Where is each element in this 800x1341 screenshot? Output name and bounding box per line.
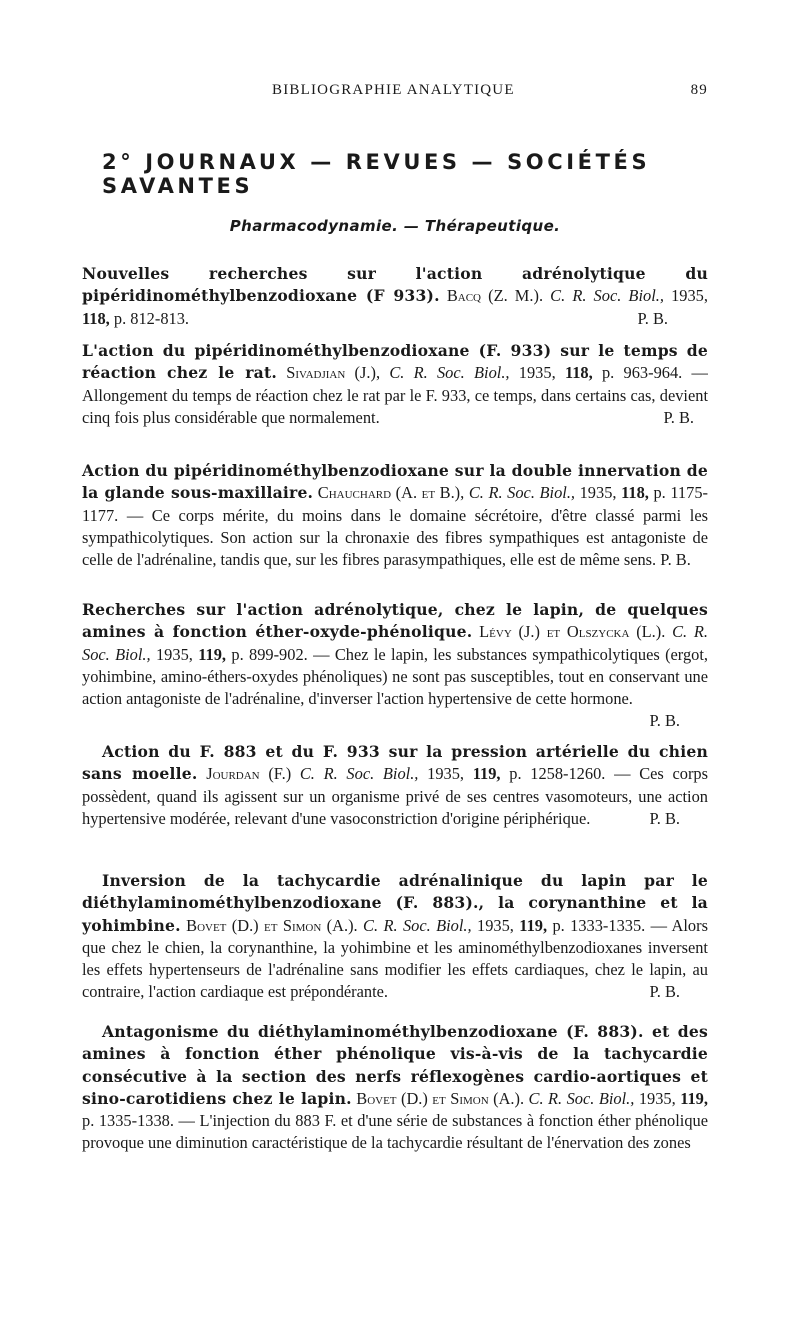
entry-authors: Bovet (D.) et Simon (A.). <box>356 1088 525 1108</box>
entry-title: L'action du pipéridinométhylbenzodioxane (F. 933) sur le temps de réaction chez le rat. <box>82 341 708 383</box>
section-title: 2° JOURNAUX — REVUES — SOCIÉTÉS SAVANTES <box>102 150 651 198</box>
entry-signature: P. B. <box>663 407 694 427</box>
entry-year: 1935, <box>477 915 514 935</box>
entry-year: 1935, <box>518 363 556 383</box>
entry-journal: C. R. Soc. Biol., <box>468 483 576 503</box>
entry-year: 1935, <box>579 483 617 503</box>
entry-authors: Bacq (Z. M.). <box>446 286 544 306</box>
entry-summary: — Ces corps possèdent, quand ils agissent sur un organisme privé de ses centres vasomoteurs, une action hypertensive modérée, relevant d'une vasoconstriction d'origine périphérique. <box>82 764 708 828</box>
bibliography-entry <box>82 340 708 429</box>
entry-journal: C. R. Soc. Biol., <box>363 915 472 935</box>
entry-title: Action du F. 883 et du F. 933 sur la pression artérielle du chien sans moelle. <box>82 742 708 784</box>
running-title: BIBLIOGRAPHIE ANALYTIQUE <box>272 82 515 98</box>
entry-pages: p. 899-902. <box>231 644 308 664</box>
entry-pages: p. 1175-1177. <box>82 483 708 525</box>
entry-authors: Jourdan (F.) <box>206 764 292 784</box>
entry-volume: 119, <box>680 1088 708 1108</box>
entry-summary: — Allongement du temps de réaction chez le rat par le F. 933, ce temps, dans certains cas, devient cinq fois plus considérable que normalement. <box>82 363 708 427</box>
entry-volume: 118, <box>564 363 593 383</box>
entry-title: Antagonisme du diéthylaminométhylbenzodioxane (F. 883). et des amines à fonction éther phénolique vis-à-vis de la tachycardie consécutive à la section des nerfs réflexogènes cardio-aortiques et sino-carotidiens chez le lapin. <box>82 1022 708 1108</box>
entry-authors: Chauchard (A. et B.), <box>317 483 465 503</box>
entry-volume: 118, <box>621 483 649 503</box>
entry-signature: P. B. <box>660 550 691 570</box>
bibliography-entry <box>82 741 708 830</box>
entry-summary: — Chez le lapin, les substances sympathicolytiques (ergot, yohimbine, amino-éthers-oxydes phénoliques) ne sont pas susceptibles, tout en conservant une action antagoniste de l'adrénaline, d'inverser l'action hypertensive de cette hormone. <box>82 644 709 709</box>
entry-year: 1935, <box>671 286 708 306</box>
entry-authors: Bovet (D.) et Simon (A.). <box>186 915 358 935</box>
entry-pages: p. 812-813. <box>113 308 190 328</box>
entry-signature: P. B. <box>649 982 680 1002</box>
entry-volume: 119, <box>519 915 548 935</box>
entry-pages: p. 1333-1335. <box>552 915 646 935</box>
entry-volume: 119, <box>198 644 227 664</box>
entry-journal: C. R. Soc. Biol., <box>550 286 664 306</box>
bibliography-entry <box>82 870 708 1004</box>
entry-pages: p. 1335-1338. <box>82 1111 174 1131</box>
entry-volume: 119, <box>472 764 501 784</box>
entry-summary: — Ce corps mérite, du moins dans le domaine sécrétoire, d'être classé parmi les sympathicolytiques. Son action sur la chronaxie des fibres sympathiques est antagoniste de celle de l'adrénaline, tandis que, sur les fibres parasympathiques, elle est de même sens. <box>82 505 708 570</box>
entry-title: Nouvelles recherches sur l'action adrénolytique du pipéridinométhylbenzodioxane (F 933). <box>82 264 708 306</box>
entry-summary: — Alors que chez le chien, la corynanthine, la yohimbine et les aminométhylbenzodioxanes inversent les effets hypertenseurs de l'adrénaline sans modifier les effets cardiaques, chez le lapin, au contraire, l'action cardiaque est prépondérante. <box>82 915 708 1002</box>
entry-year: 1935, <box>427 764 465 784</box>
entry-journal: C. R. Soc. Biol., <box>299 764 419 784</box>
entry-year: 1935, <box>638 1088 676 1108</box>
entry-pages: p. 963-964. <box>601 363 683 383</box>
entry-signature: P. B. <box>649 711 680 731</box>
bibliography-entry <box>82 460 708 571</box>
entry-title: Inversion de la tachycardie adrénalinique du lapin par le diéthylaminométhylbenzodioxane (F. 883)., la corynanthine et la yohimbine. <box>82 871 708 935</box>
entry-title: Action du pipéridinométhylbenzodioxane sur la double innervation de la glande sous-maxillaire. <box>82 461 708 503</box>
entry-journal: C. R. Soc. Biol., <box>82 622 708 664</box>
entry-journal: C. R. Soc. Biol., <box>528 1088 635 1108</box>
bibliography-entry <box>82 599 708 733</box>
subsection-title: Pharmacodynamie. — Thérapeutique. <box>229 217 561 235</box>
entry-authors: Sivadjian (J.), <box>286 363 381 383</box>
entry-signature: P. B. <box>637 308 668 328</box>
entry-title: Recherches sur l'action adrénolytique, chez le lapin, de quelques amines à fonction éther-oxyde-phénolique. <box>82 600 708 642</box>
entry-volume: 118, <box>82 308 110 328</box>
entry-year: 1935, <box>155 644 193 664</box>
entry-summary: — L'injection du 883 F. et d'une série de substances à fonction éther phénolique provoque une diminution caractéristique de la tachycardie résultant de l'énervation des zones <box>82 1111 708 1153</box>
entry-journal: C. R. Soc. Biol., <box>389 363 510 383</box>
bibliography-entry <box>82 263 708 330</box>
entry-authors: Lévy (J.) et Olszycka (L.). <box>479 622 666 642</box>
bibliography-entry <box>82 1021 708 1155</box>
entry-signature: P. B. <box>649 808 680 828</box>
entry-pages: p. 1258-1260. <box>509 764 606 784</box>
page-number: 89 <box>690 82 708 98</box>
